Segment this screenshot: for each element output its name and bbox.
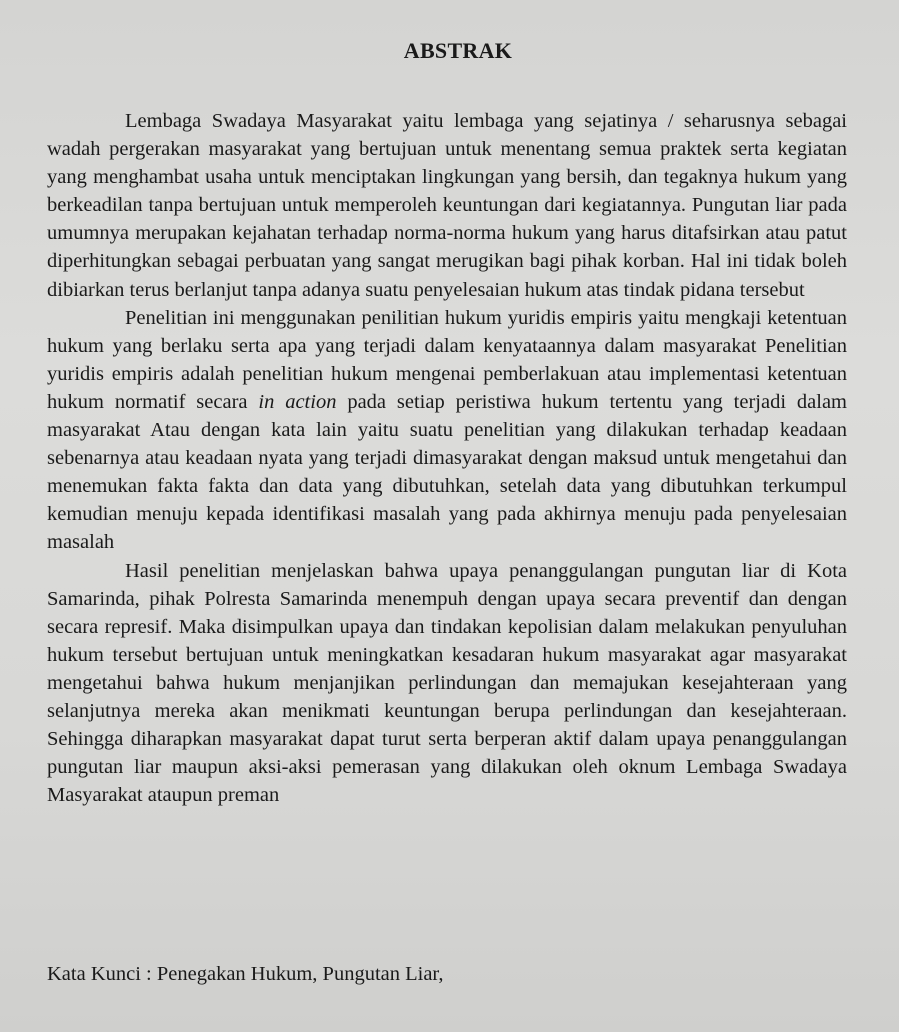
abstract-body: [47, 107, 847, 809]
abstract-paragraph-2: [47, 304, 847, 557]
abstract-paragraph-3: Hasil penelitian menjelaskan bahwa upaya penanggulangan pungutan liar di Kota Samarinda, pihak Polresta Samarinda menempuh dengan upaya secara preventif dan dengan secara represif. Maka disimpulkan upaya dan tindakan kepolisian dalam melakukan penyuluhan hukum tersebut bertujuan untuk meningkatkan kesadaran hukum masyarakat agar masyarakat mengetahui bahwa hukum menjanjikan perlindungan dan memajukan kesejahteraan yang selanjutnya mereka akan menikmati keuntungan berupa perlindungan dan kesejahteraan. Sehingga diharapkan masyarakat dapat turut serta berperan aktif dalam upaya penanggulangan pungutan liar maupun aksi-aksi pemerasan yang dilakukan oleh oknum Lembaga Swadaya Masyarakat ataupun preman: [47, 559, 847, 807]
abstract-title: ABSTRAK: [403, 38, 513, 63]
abstract-paragraph-1: Lembaga Swadaya Masyarakat yaitu lembaga yang sejatinya / seharusnya sebagai wadah pergerakan masyarakat yang bertujuan untuk menentang semua praktek serta kegiatan yang menghambat usaha untuk menciptakan lingkungan yang bersih, dan tegaknya hukum yang berkeadilan tanpa bertujuan untuk memperoleh keuntungan dari kegiatannya. Pungutan liar pada umumnya merupakan kejahatan terhadap norma-norma hukum yang harus ditafsirkan atau patut diperhitungkan sebagai perbuatan yang sangat merugikan bagi pihak korban. Hal ini tidak boleh dibiarkan terus berlanjut tanpa adanya suatu penyelesaian hukum atas tindak pidana tersebut: [47, 110, 847, 301]
paragraph-2-italic-term: in action: [258, 390, 337, 413]
keywords-line: Kata Kunci : Penegakan Hukum, Pungutan Liar,: [47, 963, 444, 985]
paragraph-2-text-end: pada setiap peristiwa hukum tertentu yang terjadi dalam masyarakat Atau dengan kata lain yaitu suatu penelitian yang dilakukan terhadap keadaan sebenarnya atau keadaan nyata yang terjadi dimasyarakat dengan maksud untuk mengetahui dan menemukan fakta fakta dan data yang dibutuhkan, setelah data yang dibutuhkan terkumpul kemudian menuju kepada identifikasi masalah yang pada akhirnya menuju pada penyelesaian masalah: [47, 390, 848, 554]
paragraph-2-text-start: Penelitian ini menggunakan penilitian hukum yuridis empiris yaitu mengkaji ketentuan hukum yang berlaku serta apa yang terjadi dalam kenyataannya dalam masyarakat Penelitian yuridis empiris adalah penelitian hukum mengenai pemberlakuan atau implementasi ketentuan hukum normatif secara: [47, 306, 847, 413]
